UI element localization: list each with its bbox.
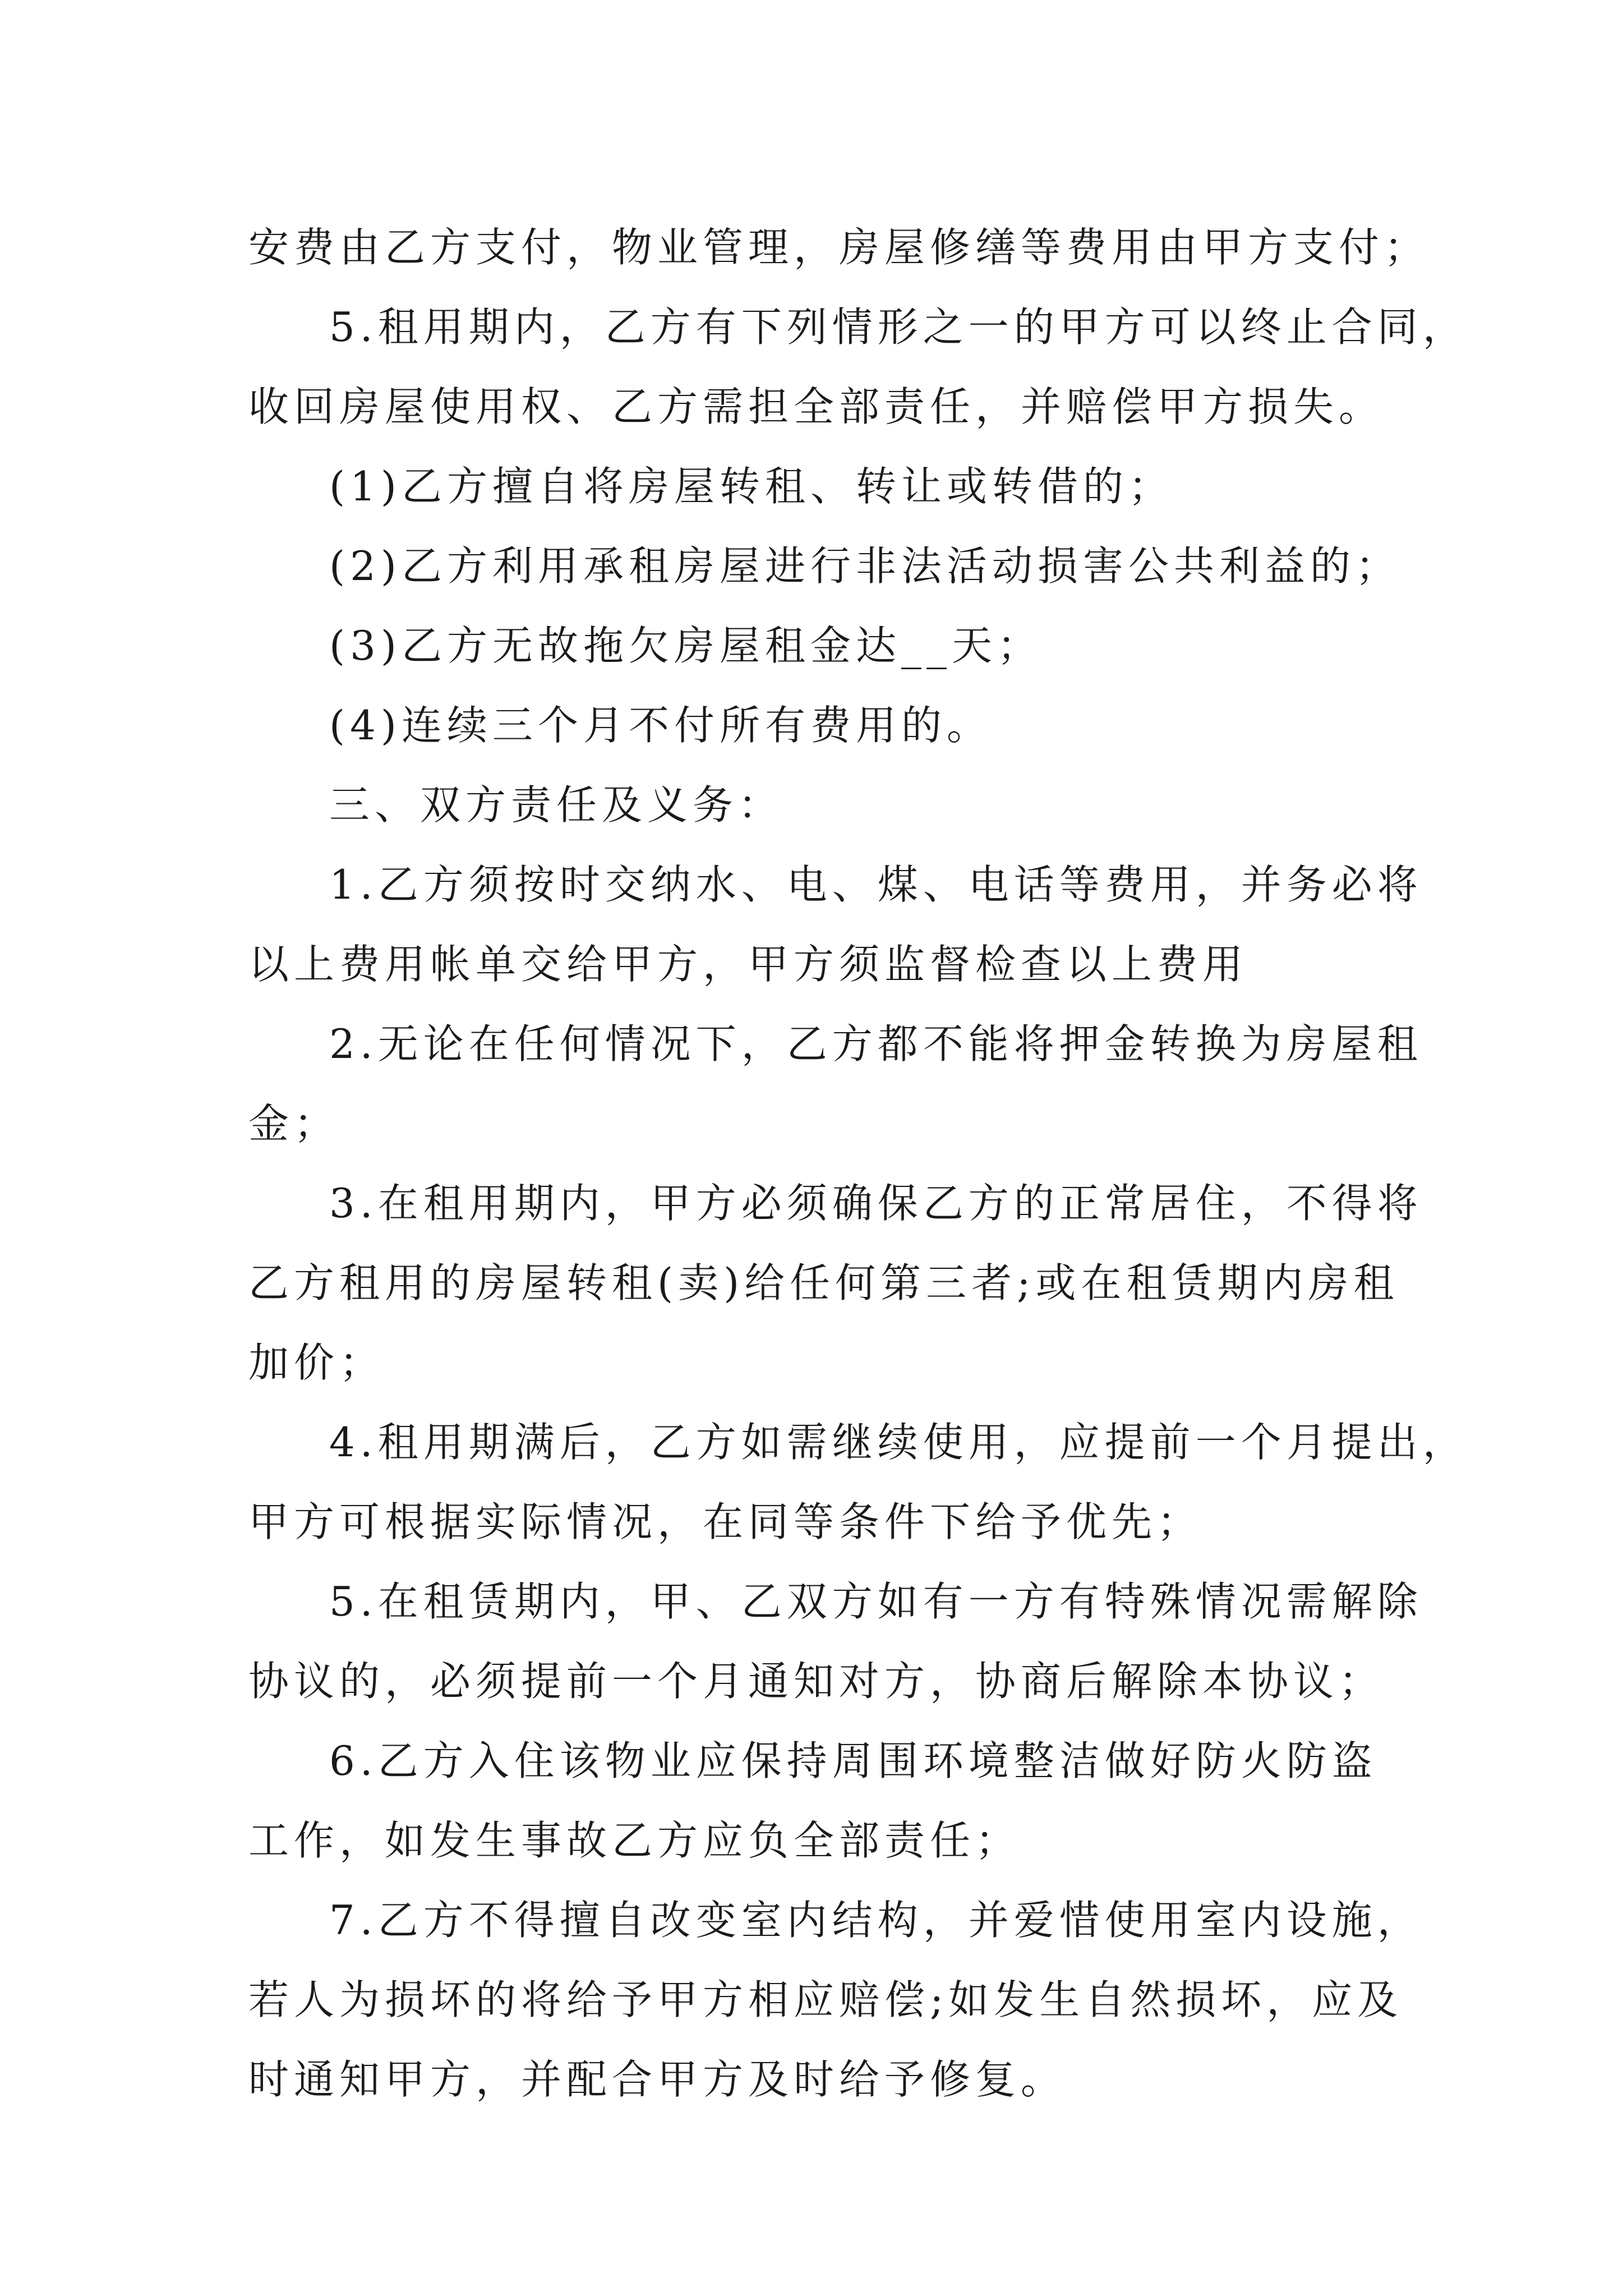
text-line: 乙方租用的房屋转租(卖)给任何第三者;或在租赁期内房租: [248, 1259, 1399, 1306]
text-line: 加价；: [248, 1339, 385, 1386]
text-line: 3.在租用期内，甲方必须确保乙方的正常居住，不得将: [329, 1180, 1423, 1227]
document-body: [248, 208, 1468, 2119]
text-line: 1.乙方须按时交纳水、电、煤、电话等费用，并务必将: [329, 861, 1423, 908]
text-line: 4.租用期满后，乙方如需继续使用，应提前一个月提出，: [329, 1419, 1468, 1466]
text-line: 时通知甲方，并配合甲方及时给予修复。: [248, 2056, 1067, 2103]
text-line: 以上费用帐单交给甲方，甲方须监督检查以上费用: [248, 941, 1248, 988]
text-line: 6.乙方入住该物业应保持周围环境整洁做好防火防盗: [329, 1737, 1377, 1784]
text-line: 收回房屋使用权、乙方需担全部责任，并赔偿甲方损失。: [248, 383, 1385, 430]
text-line: 甲方可根据实际情况，在同等条件下给予优先；: [248, 1498, 1203, 1545]
text-line: 7.乙方不得擅自改变室内结构，并爱惜使用室内设施，: [329, 1897, 1423, 1944]
text-line: 2.无论在任何情况下，乙方都不能将押金转换为房屋租: [329, 1020, 1423, 1068]
text-line: (1)乙方擅自将房屋转租、转让或转借的；: [329, 463, 1174, 510]
text-line: 安费由乙方支付，物业管理，房屋修缮等费用由甲方支付；: [248, 224, 1430, 271]
text-line: (3)乙方无故拖欠房屋租金达__天；: [329, 622, 1043, 669]
text-line: 工作，如发生事故乙方应负全部责任；: [248, 1817, 1021, 1864]
text-line: 若人为损坏的将给予甲方相应赔偿;如发生自然损坏，应及: [248, 1976, 1403, 2023]
text-line: 5.租用期内，乙方有下列情形之一的甲方可以终止合同，: [329, 303, 1468, 351]
text-line: 协议的，必须提前一个月通知对方，协商后解除本协议；: [248, 1658, 1385, 1705]
text-line: (2)乙方利用承租房屋进行非法活动损害公共利益的；: [329, 542, 1401, 590]
text-line: 5.在租赁期内，甲、乙双方如有一方有特殊情况需解除: [329, 1578, 1423, 1625]
text-line: (4)连续三个月不付所有费用的。: [329, 702, 992, 749]
text-line: 金；: [248, 1100, 340, 1147]
section-heading: 三、双方责任及义务：: [329, 781, 784, 829]
